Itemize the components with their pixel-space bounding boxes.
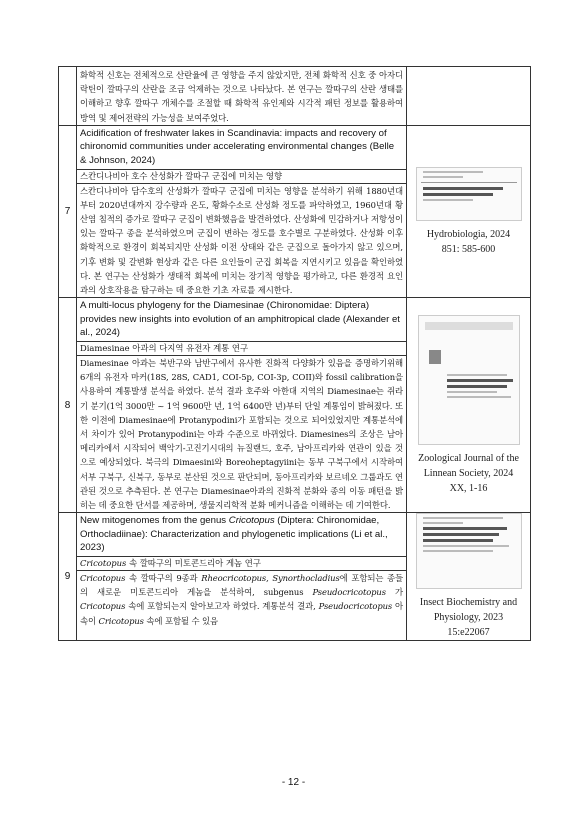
journal-volume: 851: 585-600 [441,243,496,255]
korean-title-rest: 속 깔따구의 미토콘드리아 게놈 연구 [126,558,261,569]
body-text: 속 깔따구의 9종과 [125,573,202,584]
title-suffix: (Diptera: Chironomidae, Orthocladiinae): Characterization and phylogenetic implications (Li et al., 2023) [80,515,388,554]
summary-cell [77,298,407,513]
paper-title: A multi-locus phylogeny for the Diamesinae (Chironomidae: Diptera) provides new insights into evolution of an amphitropical clade (Alexander et al., 2024) [77,298,406,342]
body-genus: Cricotopus [98,615,144,626]
body-text: 가 [385,587,403,598]
citation-cell [407,67,531,126]
body-genus: Rheocricotopus, Synorthocladius [201,573,340,584]
row-number: 8 [59,298,77,513]
summary-text: Diamesinae 아과는 북반구와 남반구에서 유사한 진화적 다양화가 있음을 증명하기위해 6개의 유전자 마커(18S, 28S, CAD1, COI-5p, COI-3p, COII)와 fossil calibration을 사용하여 계통발생 분석을 하였다. 분석 결과 호주와 아한대 지역의 Diamesinae는 쥐라기 분기(1억 3000만 ~ 1억 9600만 년, 1억 6400만 년)부터 단일 계통임이 밝혀졌다. 또한 이전에 Diamesinae에 Protanypodini가 포함되는 것으로 되어있었지만 계통분석에서 차이가 있어 Protanypodini는 아과 수준으로 바뀌었다. Diamesines의 조상은 남아메리카에서 시작되어 백악기-고진기시대의 뉴질랜드, 호주, 남아프리카와 연관이 있을 것으로 예상되었다. 북극의 Dimaesini와 Boreoheptagyiini는 동부 구북구에서 시작하여 서부 구북구, 신북구, 동부로 분산된 것으로 판단되며, 동아프리카와 보르네오 그룹과도 연관된 것으로 추측된다. 본 연구는 Diamesinae아과의 진화적 분화와 종의 이동 패턴을 밝히는 데 중요한 단서를 제공하며, 생물지리학적 분화 메커니즘을 이해하는 데 기여한다. [80,358,403,511]
paper-thumbnail [416,167,522,221]
page-number: - 12 - [281,777,306,788]
title-prefix: New mitogenomes from the genus [80,515,229,527]
summary-cell [77,125,407,297]
paper-title: Acidification of freshwater lakes in Scandinavia: impacts and recovery of chironomid communities under accelerating environmental changes (Belle & Johnson, 2024) [77,126,406,170]
korean-title: 스칸디나비아 호수 산성화가 깔따구 군집에 미치는 영향 [77,170,406,184]
title-genus: Cricotopus [228,515,275,527]
journal-name: Insect Biochemistry and Physiology, 2023 [419,597,518,624]
summary-text: 스칸디나비아 담수호의 산성화가 깔따구 군집에 미치는 영향을 분석하기 위해 1880년대부터 2020년대까지 강수량과 온도, 황화수소로 산성화 정도를 파악하였고, 1960년대 황산염 침적의 증가로 깔따구 군집이 변화했음을 발견하였다. 산성화에 민감하거나 저항성이 있는 깔따구 종을 분석하였으며 군집이 변하는 정도를 호수별로 구분하였다. 산성화 이후 화학적으로 환경이 회복되지만 산성화 이전 상태와 같은 군집으로 돌아가지 않고 있으며, 기후 변화 및 갈변화 현상과 같은 다른 요인들이 군집 회복을 지연시키고 있음을 확인하였다. 본 연구는 산성화가 생태적 회복에 미치는 장기적 영향을 평가하고, 다른 환경적 요인과의 상호작용을 탐구하는 데 중요한 기초 자료를 제시한다. [80,185,403,296]
body-genus: Pseudocricotopus [318,601,393,612]
row-number: 7 [59,125,77,297]
paper-thumbnail [416,513,522,589]
paper-title [77,513,406,557]
journal-volume: XX, 1-16 [449,482,488,494]
literature-table [58,66,531,641]
citation-cell [407,298,531,513]
body-text: 속에 포함되는지 알아보고자 하였다. 계통분석 결과, [125,601,319,612]
journal-volume: 15:e22067 [447,627,490,639]
journal-name: Hydrobiologia, 2024 [426,228,511,240]
citation-cell [407,125,531,297]
body-text: 아속이 [80,601,403,626]
row-number-cell [59,67,77,126]
citation-cell [407,513,531,641]
body-genus: Cricotopus [80,573,126,584]
summary-text: 화학적 신호는 전체적으로 산란율에 큰 영향을 주지 않았지만, 전체 화학적 신호 중 아자디락틴이 깔따구의 산란을 조금 억제하는 것으로 나타났다. 본 연구는 깔따구의 산란 생태를 이해하고 향후 깔따구 개체수를 조절할 때 화학적 유인제와 시각적 패턴 정보를 활용하여 방역 및 제어전략의 가능성을 보여주었다. [80,70,403,123]
table-row [59,513,531,641]
paper-thumbnail [418,315,520,445]
summary-text [77,571,406,628]
korean-title: Diamesinae 아과의 다지역 유전자 계통 연구 [77,342,406,356]
body-text: 에 포함되는 종들의 새로운 미토콘드리아 게놈을 분석하여, subgenus [80,573,403,598]
body-text: 속에 포함될 수 있음 [143,615,219,626]
summary-cell [77,513,407,641]
korean-title-genus: Cricotopus [80,558,127,569]
table-row [59,125,531,297]
korean-title [77,557,406,571]
body-genus: Cricotopus [80,601,126,612]
summary-cell [77,67,407,126]
row-number: 9 [59,513,77,641]
table-row [59,67,531,126]
table-row [59,298,531,513]
body-genus: Pseudocricotopus [312,587,386,598]
journal-name: Zoological Journal of the Linnean Society, 2024 [418,452,519,479]
